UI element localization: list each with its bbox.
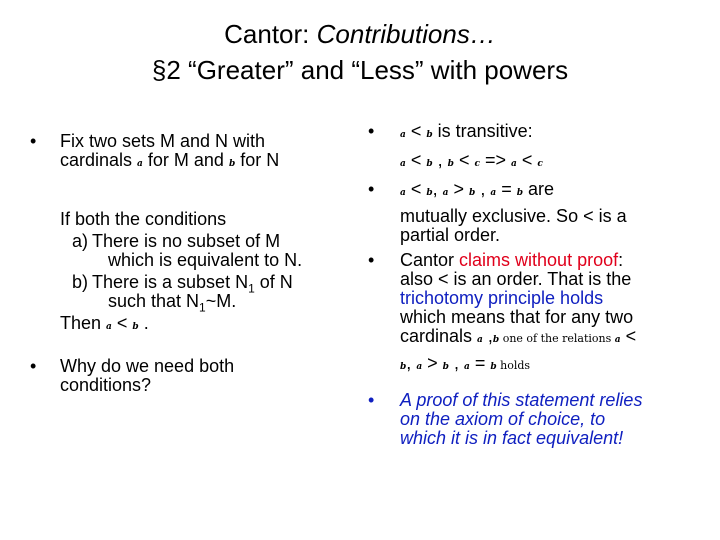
bullet-dot: • (368, 390, 375, 410)
bullet-dot: • (30, 131, 37, 151)
condition-b (30, 272, 360, 315)
left-bullet-1 (30, 132, 360, 174)
exclusive-line1: a < b, a > b , a = b are (400, 179, 555, 199)
bullet-dot: • (368, 121, 375, 141)
condition-b-line2: such that $N_1\sim M$. (108, 291, 237, 315)
bullet1-line1: Fix two sets M and N with (60, 131, 266, 151)
symbol-b: b (132, 322, 139, 332)
title-line-1 (0, 16, 720, 52)
bullet-dot: • (368, 179, 375, 199)
proof-line3: which it is in fact equivalent! (400, 428, 624, 448)
transitive-line1: a < b is transitive: (400, 121, 533, 141)
symbol-a: a (137, 159, 143, 169)
bullet1-line2: cardinals a for M and b for N (60, 150, 280, 170)
condition-b-label: b) (72, 272, 89, 292)
condition-a-line1: There is no subset of M (92, 231, 281, 251)
bullet-dot: • (30, 356, 37, 376)
cantor-line4: which means that for any two (400, 307, 634, 327)
title-italic: Contributions… (316, 19, 496, 49)
conditions-intro: If both the conditions (60, 209, 227, 229)
condition-b-line1: There is a subset $N_1$ of N (92, 272, 293, 296)
left-bullet-2 (30, 357, 360, 395)
bullet-dot: • (368, 250, 375, 270)
title-line-2: §2 “Greater” and “Less” with powers (151, 55, 569, 85)
condition-a-line2: which is equivalent to N. (108, 250, 303, 270)
trichotomy-principle: trichotomy principle holds (400, 288, 604, 308)
bullet2-line1: Why do we need both (60, 356, 235, 376)
right-column (368, 122, 688, 448)
exclusive-line2: mutually exclusive. So < is a (400, 206, 627, 226)
conditions-block (30, 210, 360, 229)
bullet2-line2: conditions? (60, 375, 152, 395)
condition-a (30, 232, 360, 270)
slide-title (0, 16, 720, 88)
left-column (30, 132, 360, 395)
cantor-line5: cardinals a ,b one of the relations a < (400, 326, 637, 346)
right-bullet-4 (368, 391, 688, 448)
right-bullet-1 (368, 122, 688, 174)
then-line: Then a < b . (60, 313, 149, 333)
symbol-a: a (106, 322, 112, 332)
cantor-line2: also < is an order. That is the (400, 269, 632, 289)
right-bullet-3 (368, 251, 688, 377)
cantor-line6: b, a > b , a = b holds (400, 353, 531, 373)
symbol-b: b (228, 159, 236, 169)
transitive-line2: a < b , b < c => a < c (400, 150, 543, 170)
proof-line2: on the axiom of choice, to (400, 409, 606, 429)
cantor-line1: Cantor claims without proof: (400, 250, 624, 270)
right-bullet-2 (368, 180, 688, 245)
proof-line1: A proof of this statement relies (400, 390, 643, 410)
exclusive-line3: partial order. (400, 225, 501, 245)
condition-a-label: a) (72, 231, 89, 251)
claims-without-proof: claims without proof (459, 250, 619, 270)
title-prefix: Cantor: (224, 19, 317, 49)
